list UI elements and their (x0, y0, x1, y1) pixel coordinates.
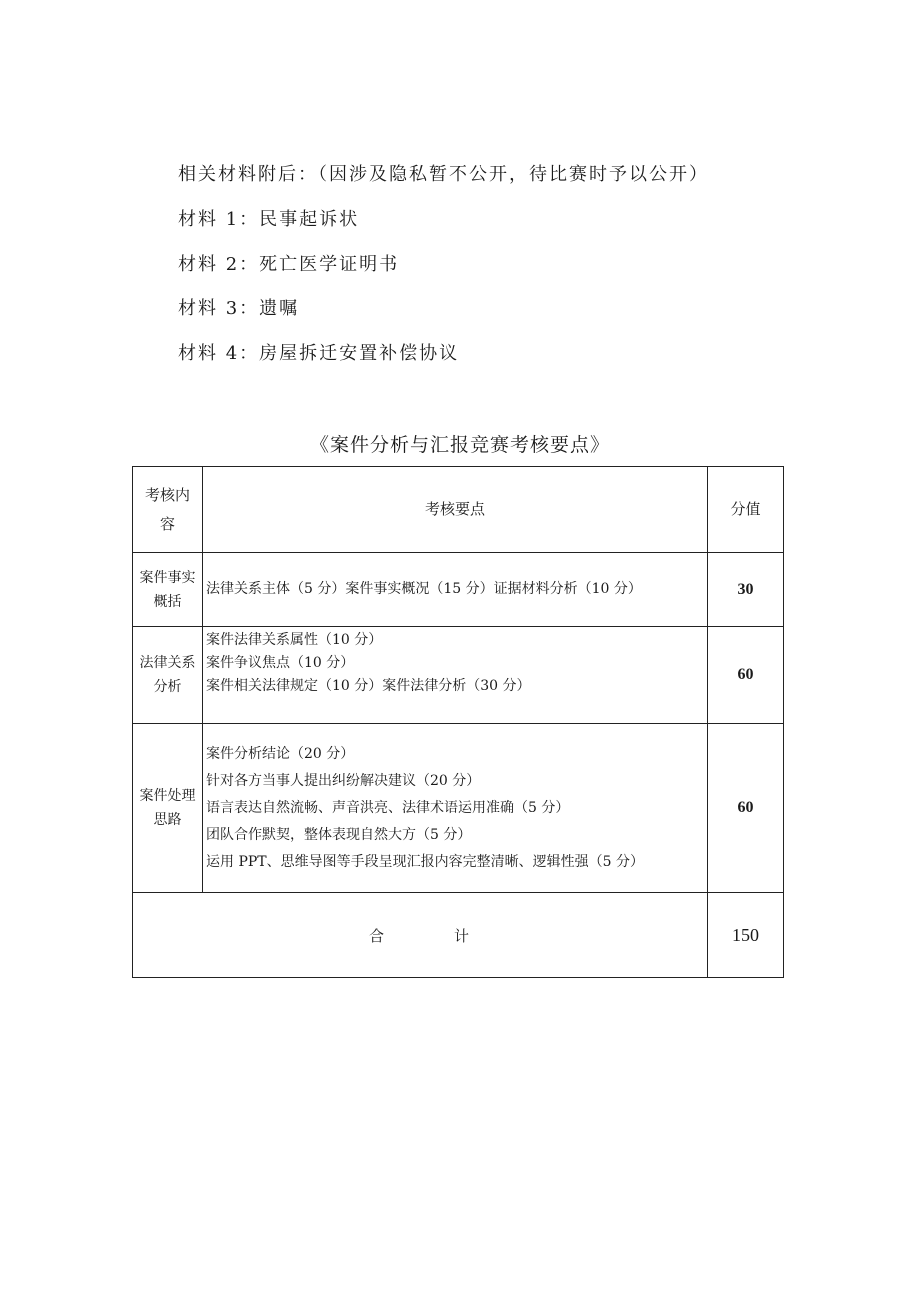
header-points: 考核要点 (203, 467, 708, 553)
table-row (133, 724, 784, 893)
table-row (133, 553, 784, 627)
total-label-a: 合 (368, 926, 386, 945)
point-line: 法律关系主体（5 分）案件事实概况（15 分）证据材料分析（10 分） (206, 581, 642, 597)
row-points (203, 627, 708, 724)
row-points (203, 724, 708, 893)
row-category: 案件事实概括 (133, 553, 203, 627)
row-score: 60 (708, 627, 784, 724)
header-content: 考核内容 (133, 467, 203, 553)
material-item-4: 材料 4：房屋拆迁安置补偿协议 (178, 343, 460, 364)
row-score: 30 (708, 553, 784, 627)
point-line: 运用 PPT、思维导图等手段呈现汇报内容完整清晰、逻辑性强（5 分） (206, 853, 644, 870)
assessment-table (132, 466, 784, 978)
point-line: 案件争议焦点（10 分） (206, 655, 355, 671)
point-line: 案件法律关系属性（10 分） (206, 632, 383, 648)
header-score: 分值 (708, 467, 784, 553)
row-category: 法律关系分析 (133, 627, 203, 724)
point-line: 针对各方当事人提出纠纷解决建议（20 分） (206, 772, 481, 789)
row-category: 案件处理思路 (133, 724, 203, 893)
row-points (203, 553, 708, 627)
point-line: 团队合作默契，整体表现自然大方（5 分） (206, 826, 472, 843)
material-item-2: 材料 2：死亡医学证明书 (178, 254, 400, 275)
total-label-b: 计 (454, 926, 472, 945)
row-score: 60 (708, 724, 784, 893)
point-line: 语言表达自然流畅、声音洪亮、法律术语运用准确（5 分） (206, 799, 570, 816)
material-item-1: 材料 1：民事起诉状 (178, 209, 360, 230)
table-title: 《案件分析与汇报竞赛考核要点》 (309, 434, 610, 456)
point-line: 案件相关法律规定（10 分）案件法律分析（30 分） (206, 678, 531, 694)
total-row (133, 893, 784, 978)
table-header-row (133, 467, 784, 553)
total-value: 150 (708, 893, 784, 978)
table-row (133, 627, 784, 724)
material-item-3: 材料 3：遗嘱 (178, 298, 300, 319)
point-line: 案件分析结论（20 分） (206, 745, 355, 762)
total-label (133, 893, 708, 978)
materials-heading: 相关材料附后：（因涉及隐私暂不公开，待比赛时予以公开） (178, 164, 709, 185)
